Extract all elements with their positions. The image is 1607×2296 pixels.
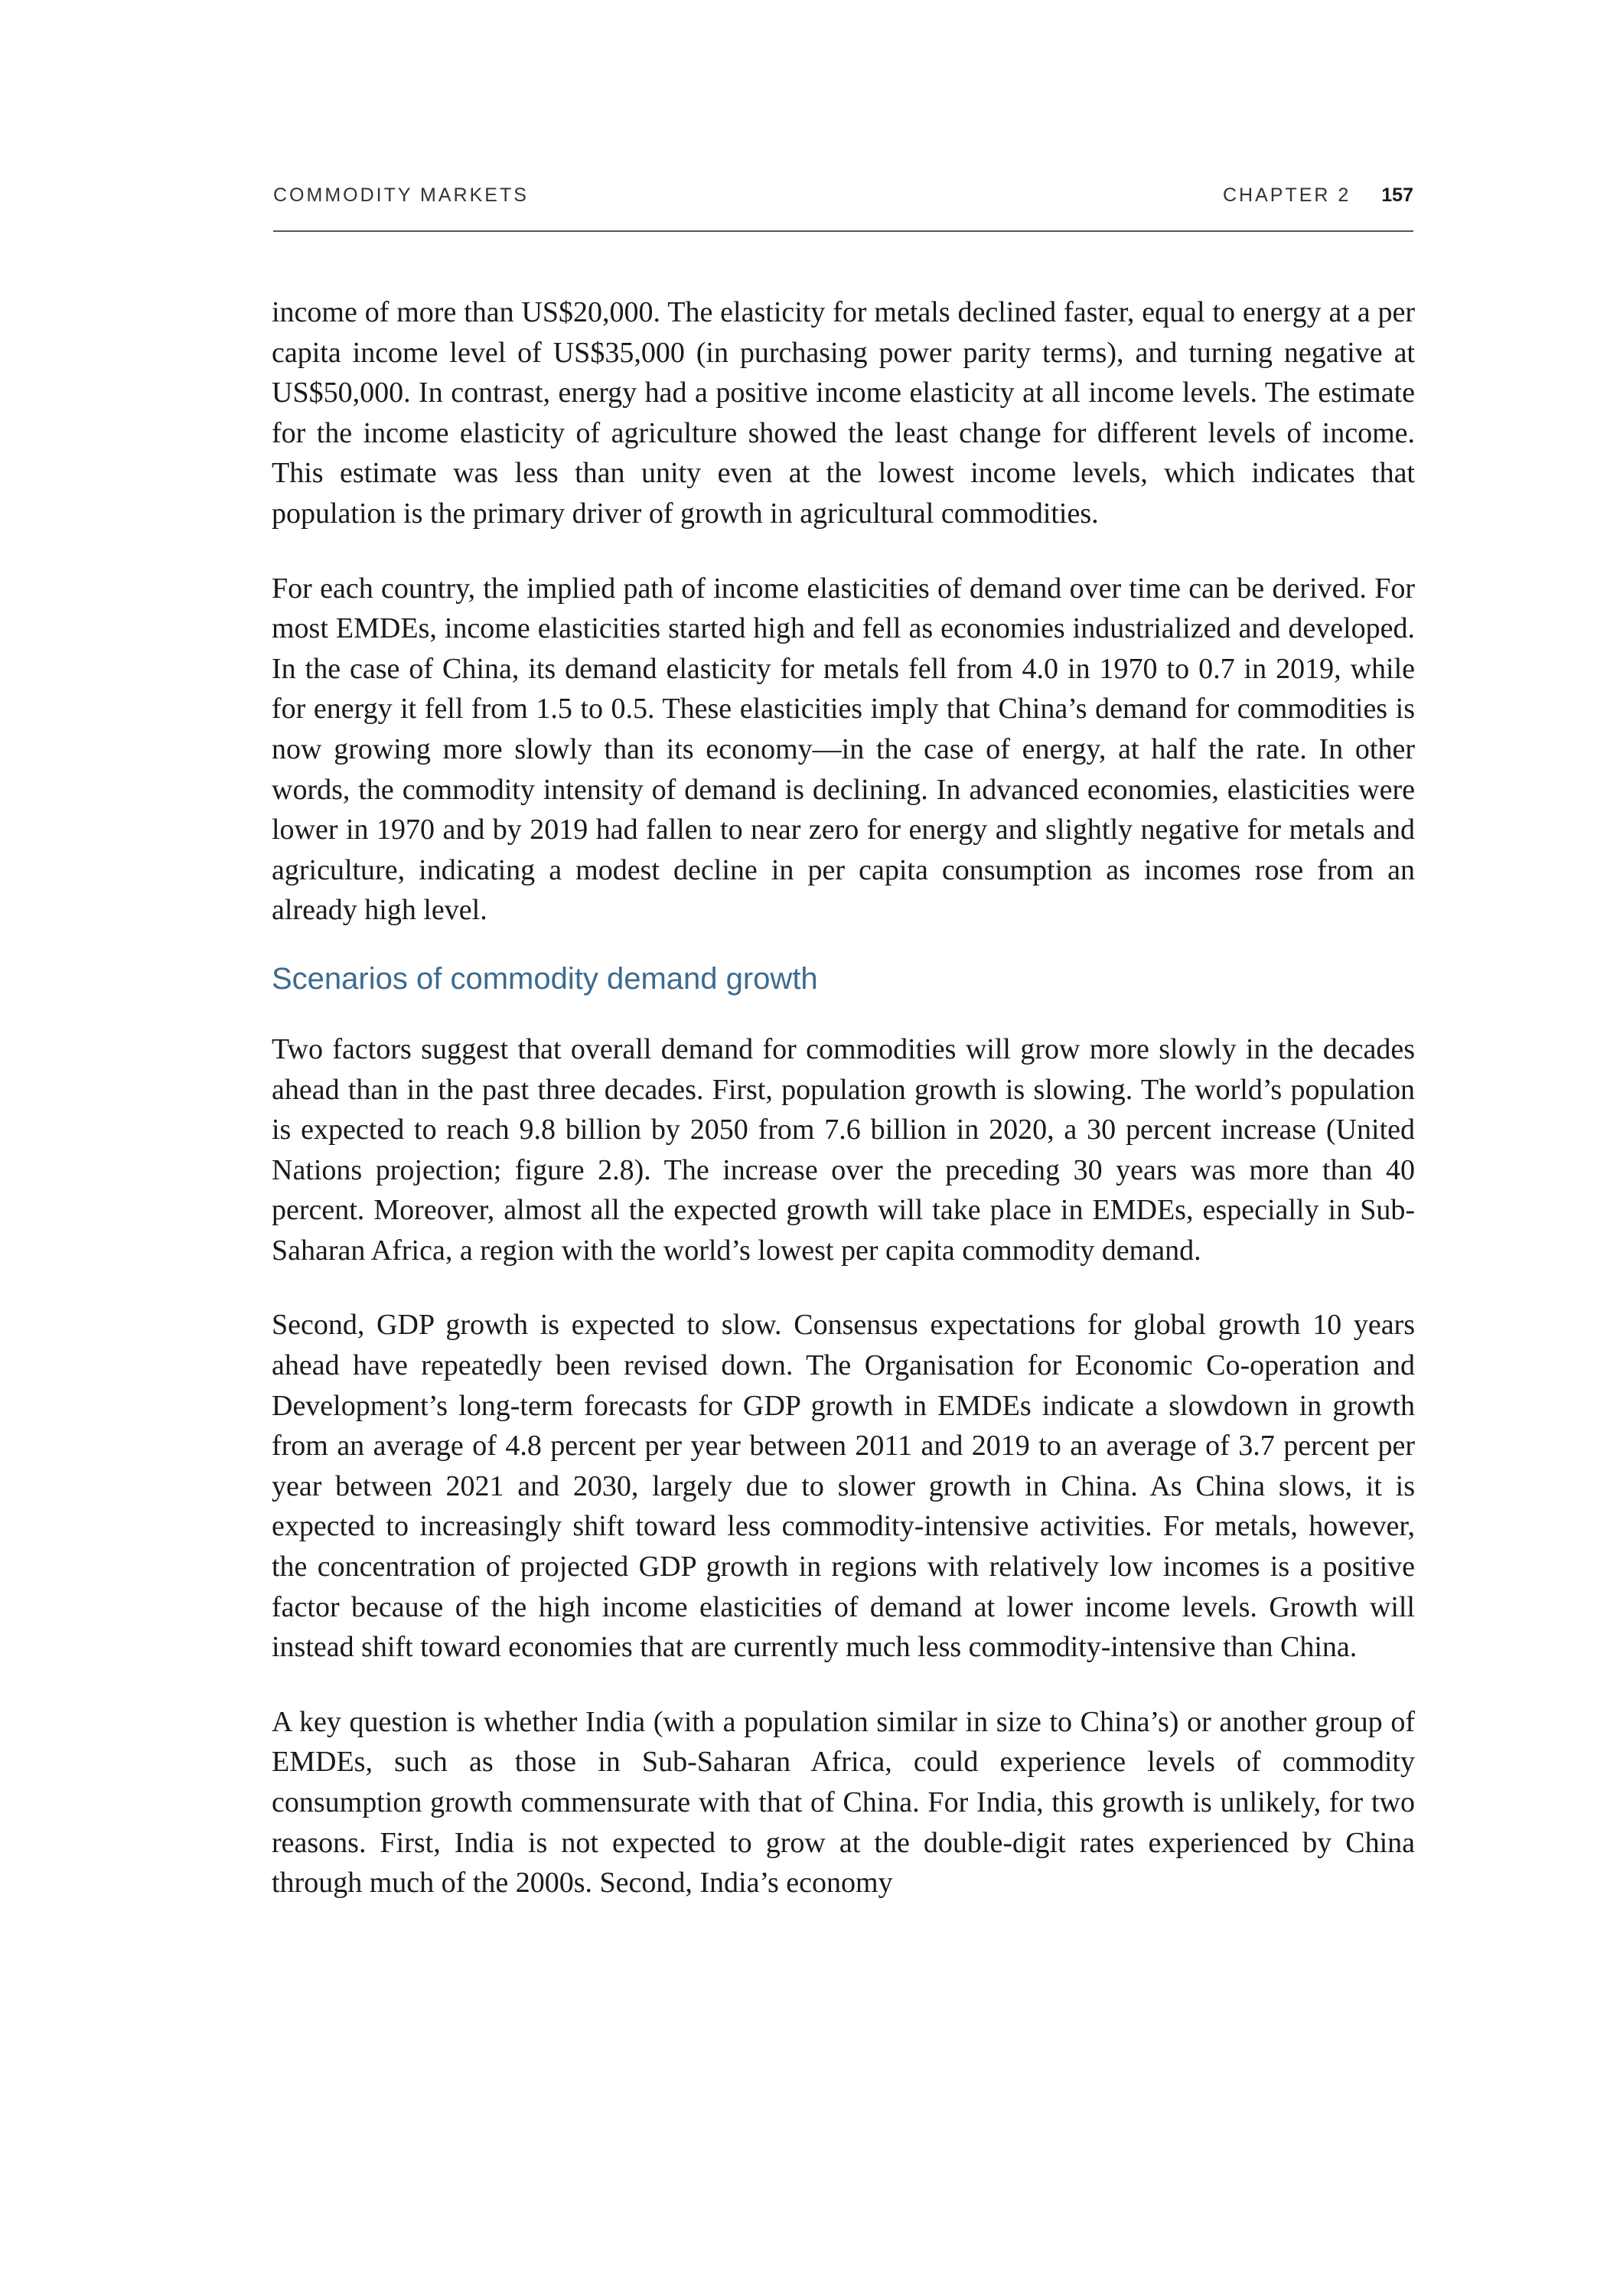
paragraph-gdp-growth: Second, GDP growth is expected to slow. Consensus expectations for global growth 10 years ahead have repeatedly been revised down. The Organisation for Economic Co-operation and Development’s long-term forecasts for GDP growth in EMDEs indicate a slowdown in growth from an average of 4.8 percent per year between 2011 and 2019 to an average of 3.7 percent per year between 2021 and 2030, largely due to slower growth in China. As China slows, it is expected to increasingly shift toward less commodity-intensive activities. For metals, however, the concentration of projected GDP growth in regions with relatively low incomes is a positive factor because of the high income elasticities of demand at lower income levels. Growth will instead shift toward economies that are currently much less commodity-intensive than China. [272,1309,1415,1664]
paragraph-india-question: A key question is whether India (with a population similar in size to China’s) or another group of EMDEs, such as those in Sub-Saharan Africa, could experience levels of commodity consumption growth commensurate with that of China. For India, this growth is unlikely, for two reasons. First, India is not expected to grow at the double-digit rates experienced by China through much of the 2000s. Second, India’s economy [272,1705,1415,1900]
header-divider [273,230,1413,232]
page-number: 157 [1381,184,1413,206]
paragraph-income-elasticity-thresholds: income of more than US$20,000. The elasticity for metals declined faster, equal to energy at a per capita income level of US$35,000 (in purchasing power parity terms), and turning negative at US$50,000. In contrast, energy had a positive income elasticity at all income levels. The estimate for the income elasticity of agriculture showed the least change for different levels of income. This estimate was less than unity even at the lowest income levels, which indicates that population is the primary driver of growth in agricultural commodities. [272,296,1415,530]
chapter-label: CHAPTER 2 [1222,184,1351,206]
section-heading: Scenarios of commodity demand growth [272,961,818,996]
paragraph-population-growth: Two factors suggest that overall demand for commodities will grow more slowly in the decades ahead than in the past three decades. First, population growth is slowing. The world’s population is expected to reach 9.8 billion by 2050 from 7.6 billion in 2020, a 30 percent increase (United Nations projection; figure 2.8). The increase over the preceding 30 years was more than 40 percent. Moreover, almost all the expected growth will take place in EMDEs, especially in Sub-Saharan Africa, a region with the world’s lowest per capita commodity demand. [272,1032,1415,1267]
running-header [273,184,1413,215]
page-body [272,292,1415,1938]
chapter-label-group [1223,184,1413,207]
section-title: COMMODITY MARKETS [273,184,529,206]
paragraph-elasticity-paths: For each country, the implied path of income elasticities of demand over time can be derived. For most EMDEs, income elasticities started high and fell as economies industrialized and developed. In the case of China, its demand elasticity for metals fell from 4.0 in 1970 to 0.7 in 2019, while for energy it fell from 1.5 to 0.5. These elasticities imply that China’s demand for commodities is now growing more slowly than its economy—in the case of energy, at half the rate. In other words, the commodity intensity of demand is declining. In advanced economies, elasticities were lower in 1970 and by 2019 had fallen to near zero for energy and slightly negative for metals and agriculture, indicating a modest decline in per capita consumption as incomes rose from an already high level. [272,572,1415,927]
